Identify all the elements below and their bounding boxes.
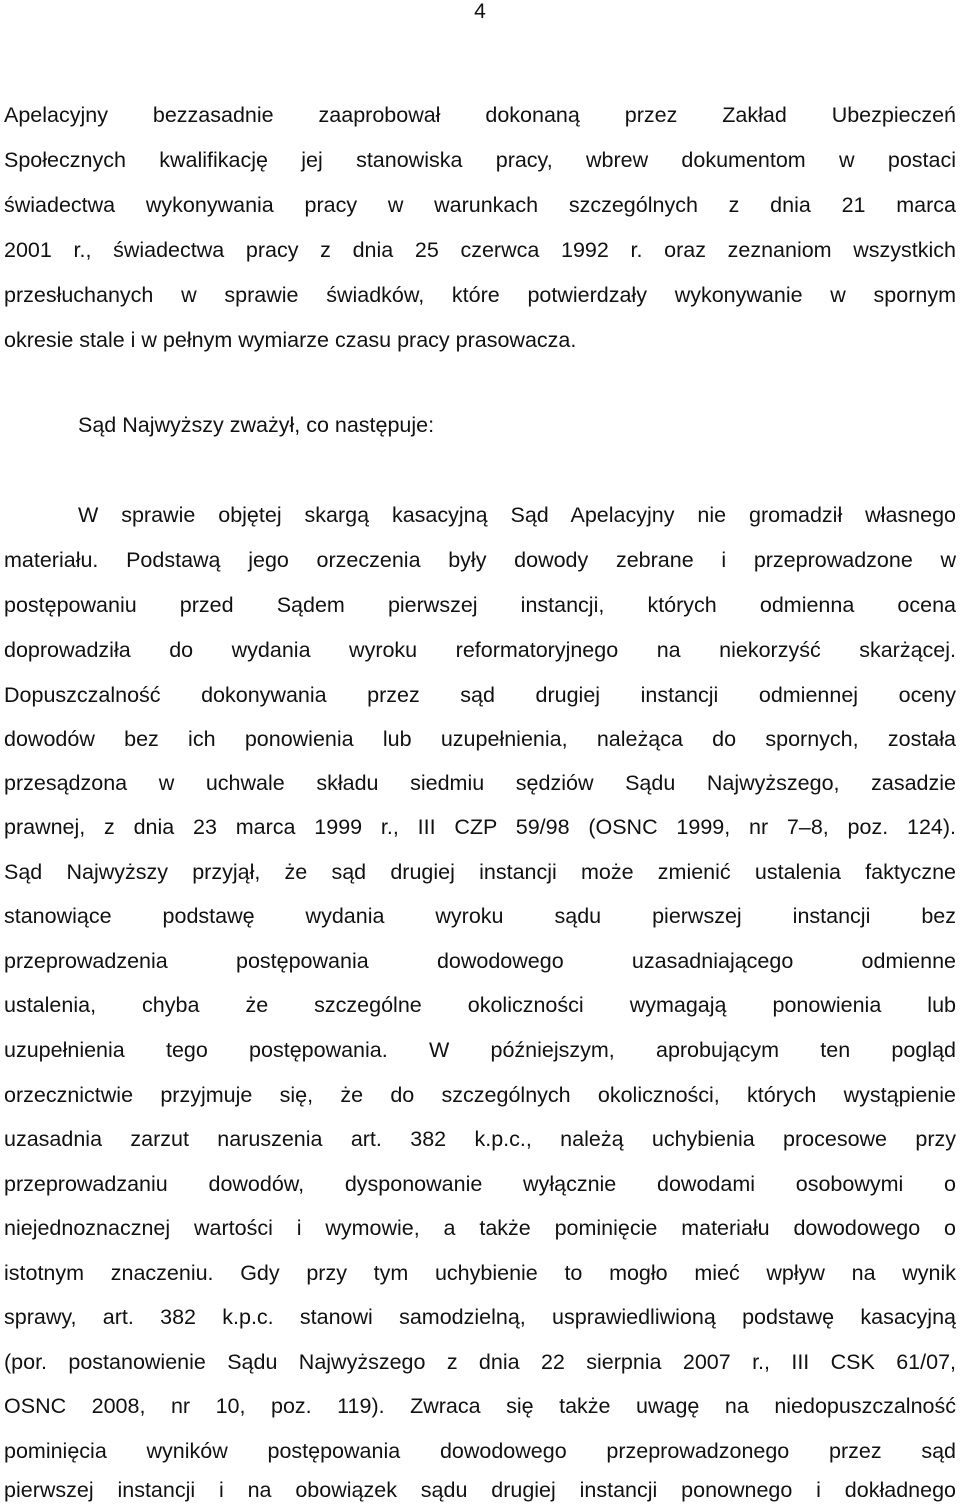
page-number: 4 [474,0,486,23]
text-line: sprawy, art. 382 k.p.c. stanowi samodzielną, usprawiedliwioną podstawę kasacyjną [4,1305,956,1329]
text-line: Apelacyjny bezzasadnie zaaprobował dokonaną przez Zakład Ubezpieczeń [4,103,956,127]
text-line: postępowaniu przed Sądem pierwszej instancji, których odmienna ocena [4,593,956,617]
text-line: Sąd Najwyższy przyjął, że sąd drugiej instancji może zmienić ustalenia faktyczne [4,860,956,884]
text-line: pierwszej instancji i na obowiązek sądu drugiej instancji ponownego i dokładnego [4,1478,956,1502]
text-line: (por. postanowienie Sądu Najwyższego z dnia 22 sierpnia 2007 r., III CSK 61/07, [4,1350,956,1374]
text-line: stanowiące podstawę wydania wyroku sądu pierwszej instancji bez [4,904,956,928]
text-line: W sprawie objętej skargą kasacyjną Sąd Apelacyjny nie gromadził własnego [78,503,956,527]
text-line: prawnej, z dnia 23 marca 1999 r., III CZP 59/98 (OSNC 1999, nr 7–8, poz. 124). [4,815,956,839]
text-line: OSNC 2008, nr 10, poz. 119). Zwraca się także uwagę na niedopuszczalność [4,1394,956,1418]
text-line: uzasadnia zarzut naruszenia art. 382 k.p.c., należą uchybienia procesowe przy [4,1127,956,1151]
text-line: 2001 r., świadectwa pracy z dnia 25 czerwca 1992 r. oraz zeznaniom wszystkich [4,238,956,262]
text-line: niejednoznacznej wartości i wymowie, a także pominięcie materiału dowodowego o [4,1216,956,1240]
text-line: dowodów bez ich ponowienia lub uzupełnienia, należąca do spornych, została [4,727,956,751]
text-line: istotnym znaczeniu. Gdy przy tym uchybienie to mogło mieć wpływ na wynik [4,1261,956,1285]
text-line: orzecznictwie przyjmuje się, że do szczególnych okoliczności, których wystąpienie [4,1083,956,1107]
text-line: okresie stale i w pełnym wymiarze czasu pracy prasowacza. [4,328,577,352]
text-line: świadectwa wykonywania pracy w warunkach szczególnych z dnia 21 marca [4,193,956,217]
text-line: Sąd Najwyższy zważył, co następuje: [78,413,435,437]
text-line: uzupełnienia tego postępowania. W późniejszym, aprobującym ten pogląd [4,1038,956,1062]
text-line: przesłuchanych w sprawie świadków, które potwierdzały wykonywanie w spornym [4,283,956,307]
text-line: doprowadziła do wydania wyroku reformatoryjnego na niekorzyść skarżącej. [4,638,956,662]
text-line: pominięcia wyników postępowania dowodowego przeprowadzonego przez sąd [4,1439,956,1463]
text-line: materiału. Podstawą jego orzeczenia były dowody zebrane i przeprowadzone w [4,548,956,572]
text-line: przeprowadzaniu dowodów, dysponowanie wyłącznie dowodami osobowymi o [4,1172,956,1196]
text-line: Społecznych kwalifikację jej stanowiska pracy, wbrew dokumentom w postaci [4,148,956,172]
text-line: ustalenia, chyba że szczególne okoliczności wymagają ponowienia lub [4,993,956,1017]
text-line: przeprowadzenia postępowania dowodowego uzasadniającego odmienne [4,949,956,973]
text-line: przesądzona w uchwale składu siedmiu sędziów Sądu Najwyższego, zasadzie [4,771,956,795]
text-line: Dopuszczalność dokonywania przez sąd drugiej instancji odmiennej oceny [4,683,956,707]
